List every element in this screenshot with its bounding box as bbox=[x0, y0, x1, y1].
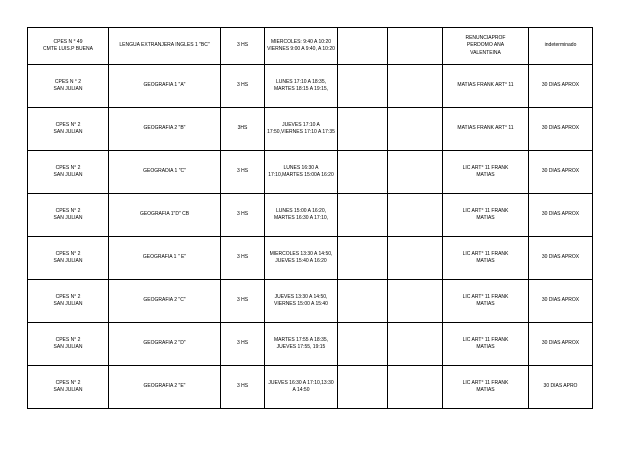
empty-cell bbox=[388, 366, 443, 409]
empty-cell bbox=[388, 108, 443, 151]
schedule-cell: MIERCOLES 13:30 A 14:50, JUEVES 15:40 A 16:20 bbox=[265, 237, 338, 280]
school-cell: CPES N° 2 SAN JULIAN bbox=[28, 194, 109, 237]
hours-cell: 3 HS bbox=[221, 28, 265, 65]
table-row bbox=[28, 108, 593, 151]
school-cell: CPES N° 2 SAN JULIAN bbox=[28, 151, 109, 194]
schedule-cell: JUEVES 13:30 A 14:50, VIERNES 15:00 A 15:40 bbox=[265, 280, 338, 323]
empty-cell bbox=[338, 108, 388, 151]
table-row bbox=[28, 366, 593, 409]
schedule-cell: MIERCOLES: 9:40 A 10:20 VIERNES 9:00 A 9:40, A 10:20 bbox=[265, 28, 338, 65]
subject-cell: GEOGRAFIA 2 "B" bbox=[109, 108, 221, 151]
duration-cell: 30 DIAS APROX bbox=[529, 108, 593, 151]
reason-cell: MATIAS FRANK ART° 11 bbox=[443, 65, 529, 108]
school-cell: CPES N° 2 SAN JULIAN bbox=[28, 108, 109, 151]
duration-cell: indeterminado bbox=[529, 28, 593, 65]
subject-cell: GEOGRAFIA 2 "D" bbox=[109, 323, 221, 366]
vacancy-table bbox=[27, 27, 593, 409]
reason-cell: LIC ART° 11 FRANK MATIAS bbox=[443, 366, 529, 409]
schedule-cell: LUNES 15:00 A 16:20, MARTES 16:30 A 17:10, bbox=[265, 194, 338, 237]
empty-cell bbox=[388, 28, 443, 65]
empty-cell bbox=[388, 65, 443, 108]
subject-cell: GEOGRAFIA 2 "C" bbox=[109, 280, 221, 323]
hours-cell: 3 HS bbox=[221, 323, 265, 366]
empty-cell bbox=[338, 280, 388, 323]
subject-cell: LENGUA EXTRANJERA INGLES 1 "BC" bbox=[109, 28, 221, 65]
table-body bbox=[28, 28, 593, 409]
school-cell: CPES N° 2 SAN JULIAN bbox=[28, 323, 109, 366]
reason-cell: LIC ART° 11 FRANK MATIAS bbox=[443, 151, 529, 194]
duration-cell: 30 DIAS APROX bbox=[529, 237, 593, 280]
schedule-cell: LUNES 17:10 A 18:35, MARTES 18:15 A 19:15, bbox=[265, 65, 338, 108]
subject-cell: GEOGRAFIA 2 "E" bbox=[109, 366, 221, 409]
empty-cell bbox=[338, 28, 388, 65]
table-row bbox=[28, 28, 593, 65]
hours-cell: 3HS bbox=[221, 108, 265, 151]
duration-cell: 30 DIAS APROX bbox=[529, 151, 593, 194]
table-row bbox=[28, 194, 593, 237]
reason-cell: MATIAS FRANK ART° 11 bbox=[443, 108, 529, 151]
subject-cell: GEOGRAFIA 1"D" CB bbox=[109, 194, 221, 237]
reason-cell: LIC ART° 11 FRANK MATIAS bbox=[443, 194, 529, 237]
empty-cell bbox=[388, 194, 443, 237]
table-row bbox=[28, 237, 593, 280]
empty-cell bbox=[388, 237, 443, 280]
duration-cell: 30 DIAS APROX bbox=[529, 65, 593, 108]
school-cell: CPES N° 2 SAN JULIAN bbox=[28, 280, 109, 323]
subject-cell: GEOGRADIA 1 "C" bbox=[109, 151, 221, 194]
table-row bbox=[28, 280, 593, 323]
table-row bbox=[28, 65, 593, 108]
reason-cell: LIC ART° 11 FRANK MATIAS bbox=[443, 280, 529, 323]
hours-cell: 3 HS bbox=[221, 151, 265, 194]
empty-cell bbox=[388, 280, 443, 323]
school-cell: CPES N ° 2 SAN JULIAN bbox=[28, 65, 109, 108]
schedule-cell: LUNES 16:30 A 17:10,MARTES 15:00A 16:20 bbox=[265, 151, 338, 194]
schedule-cell: JUEVES 17:10 A 17:50,VIERNES 17:10 A 17:35 bbox=[265, 108, 338, 151]
empty-cell bbox=[338, 65, 388, 108]
schedule-cell: MARTES 17:55 A 18:35, JUEVES 17:55, 19:15 bbox=[265, 323, 338, 366]
empty-cell bbox=[338, 237, 388, 280]
empty-cell bbox=[338, 366, 388, 409]
duration-cell: 30 DIAS APROX bbox=[529, 194, 593, 237]
duration-cell: 30 DIAS APROX bbox=[529, 323, 593, 366]
empty-cell bbox=[388, 323, 443, 366]
empty-cell bbox=[338, 323, 388, 366]
school-cell: CPES N° 2 SAN JULIAN bbox=[28, 237, 109, 280]
subject-cell: GEOGRAFIA 1 "A" bbox=[109, 65, 221, 108]
reason-cell: LIC ART° 11 FRANK MATIAS bbox=[443, 237, 529, 280]
school-cell: CPES N ° 49 CMTE LUIS.P BUENA bbox=[28, 28, 109, 65]
reason-cell: RENUNCIAPROF PERDOMO ANA VALENTEINA bbox=[443, 28, 529, 65]
hours-cell: 3 HS bbox=[221, 280, 265, 323]
hours-cell: 3 HS bbox=[221, 65, 265, 108]
duration-cell: 30 DIAS APRO bbox=[529, 366, 593, 409]
table-row bbox=[28, 151, 593, 194]
table-row bbox=[28, 323, 593, 366]
school-cell: CPES N° 2 SAN JULIAN bbox=[28, 366, 109, 409]
duration-cell: 30 DIAS APROX bbox=[529, 280, 593, 323]
schedule-cell: JUEVES 16:30 A 17:10,13:30 A 14:50 bbox=[265, 366, 338, 409]
reason-cell: LIC ART° 11 FRANK MATIAS bbox=[443, 323, 529, 366]
hours-cell: 3 HS bbox=[221, 366, 265, 409]
subject-cell: GEOGRAFIA 1 " E" bbox=[109, 237, 221, 280]
empty-cell bbox=[388, 151, 443, 194]
hours-cell: 3 HS bbox=[221, 194, 265, 237]
hours-cell: 3 HS bbox=[221, 237, 265, 280]
empty-cell bbox=[338, 194, 388, 237]
empty-cell bbox=[338, 151, 388, 194]
